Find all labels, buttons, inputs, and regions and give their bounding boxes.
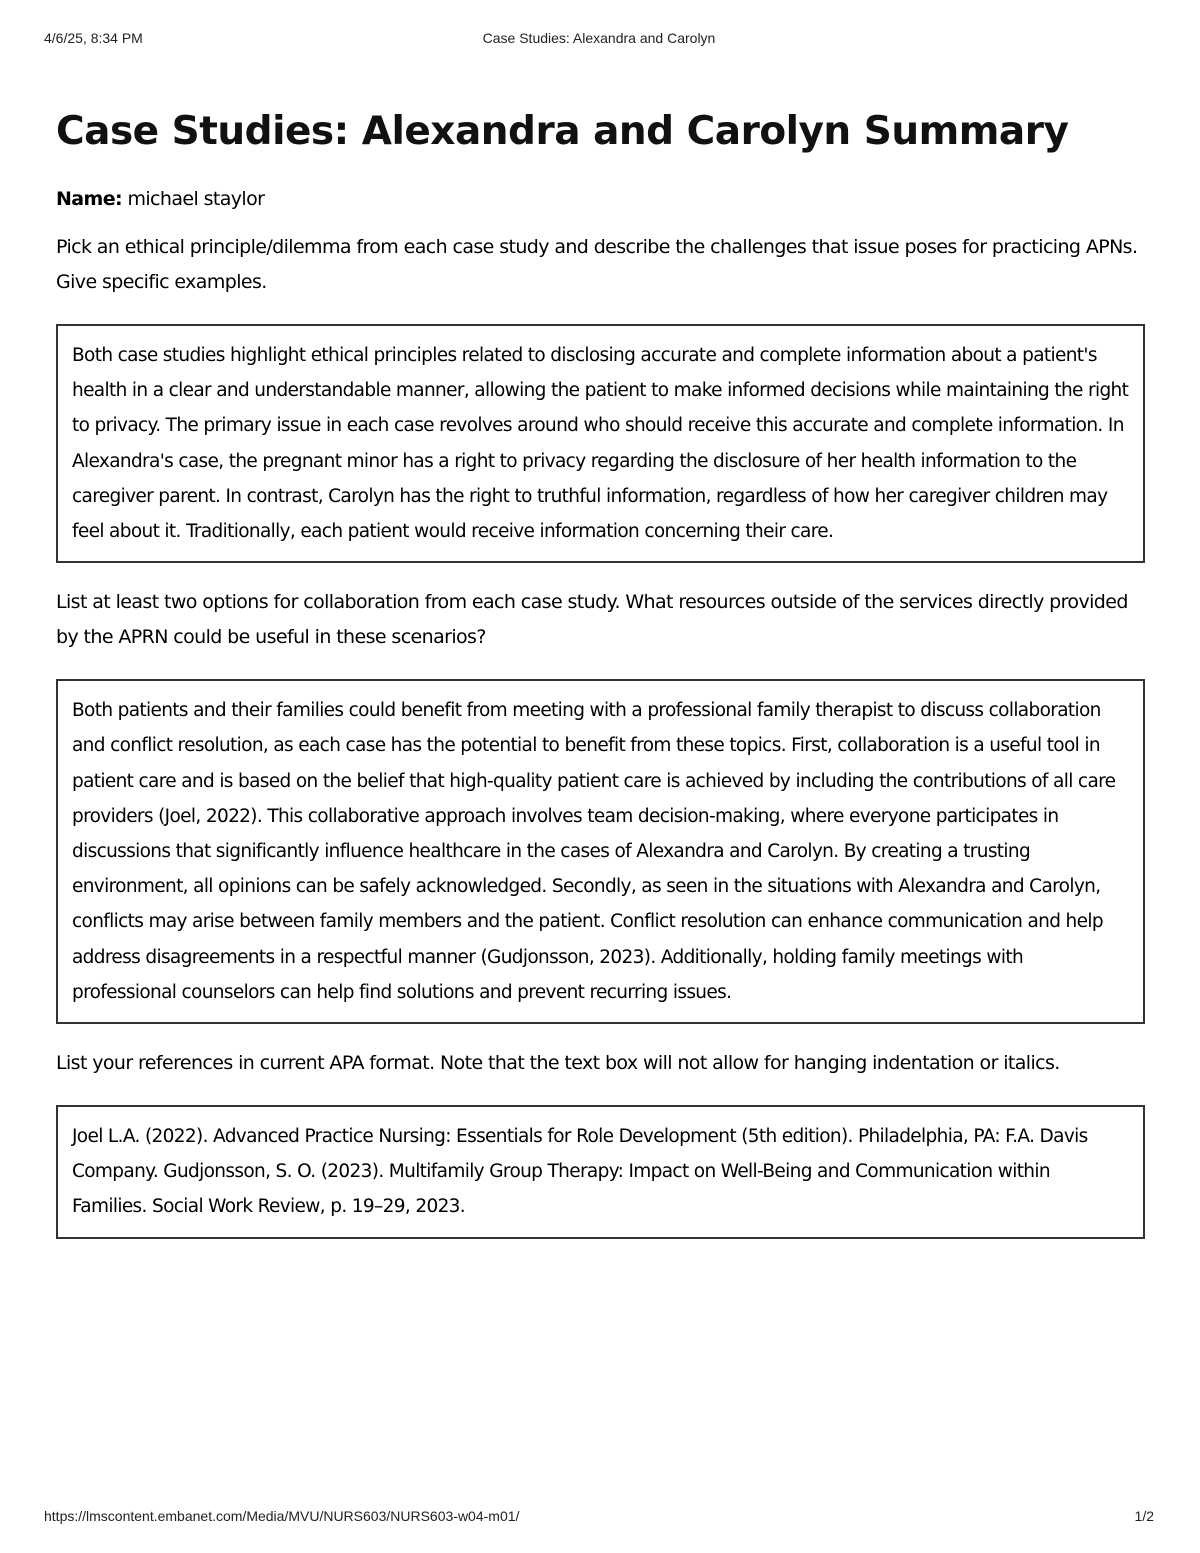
page-title: Case Studies: Alexandra and Carolyn Summary: [56, 109, 1069, 154]
name-line: [56, 184, 1145, 214]
answer-text-3: Joel L.A. (2022). Advanced Practice Nursing: Essentials for Role Development (5th edition). Philadelphia, PA: F.A. Davis Company. Gudjonsson, S. O. (2023). Multifamily Group Therapy: Impact on Well-Being and Communication within Families. Social Work Review, p. 19–29, 2023.: [72, 1126, 1088, 1218]
answer-text-1: Both case studies highlight ethical principles related to disclosing accurate and complete information about a patient's health in a clear and understandable manner, allowing the patient to make informed decisions while maintaining the right to privacy. The primary issue in each case revolves around who should receive this accurate and complete information. In Alexandra's case, the pregnant minor has a right to privacy regarding the disclosure of her health information to the caregiver parent. In contrast, Carolyn has the right to truthful information, regardless of how her caregiver children may feel about it. Traditionally, each patient would receive information concerning their care.: [72, 345, 1129, 543]
document-content: [56, 104, 1145, 1239]
name-label: Name:: [56, 188, 123, 210]
question-prompt-3: List your references in current APA format. Note that the text box will not allow for hanging indentation or italics.: [56, 1052, 1060, 1075]
print-footer: [44, 1508, 1154, 1528]
name-value: michael staylor: [127, 188, 265, 210]
page-number: 1/2: [1134, 1508, 1154, 1524]
answer-box-1: [56, 324, 1145, 563]
print-doc-title: Case Studies: Alexandra and Carolyn: [482, 30, 716, 46]
answer-box-2: [56, 679, 1145, 1024]
print-header: [44, 30, 1154, 50]
question-prompt-1: Pick an ethical principle/dilemma from each case study and describe the challenges that issue poses for practicing APNs. Give specific examples.: [56, 236, 1138, 293]
question-prompt-2: List at least two options for collaboration from each case study. What resources outside of the services directly provided by the APRN could be useful in these scenarios?: [56, 591, 1128, 649]
print-date: 4/6/25, 8:34 PM: [44, 30, 143, 46]
answer-text-2: Both patients and their families could benefit from meeting with a professional family therapist to discuss collaboration and conflict resolution, as each case has the potential to benefit from these topics. First, collaboration is a useful tool in patient care and is based on the belief that high-quality patient care is achieved by including the contributions of all care providers (Joel, 2022). This collaborative approach involves team decision-making, where everyone participates in discussions that significantly influence healthcare in the cases of Alexandra and Carolyn. By creating a trusting environment, all opinions can be safely acknowledged. Secondly, as seen in the situations with Alexandra and Carolyn, conflicts may arise between family members and the patient. Conflict resolution can enhance communication and help address disagreements in a respectful manner (Gudjonsson, 2023). Additionally, holding family meetings with professional counselors can help find solutions and prevent recurring issues.: [72, 700, 1116, 1003]
answer-box-3: [56, 1105, 1145, 1239]
print-url: https://lmscontent.embanet.com/Media/MVU/NURS603/NURS603-w04-m01/: [44, 1508, 520, 1524]
